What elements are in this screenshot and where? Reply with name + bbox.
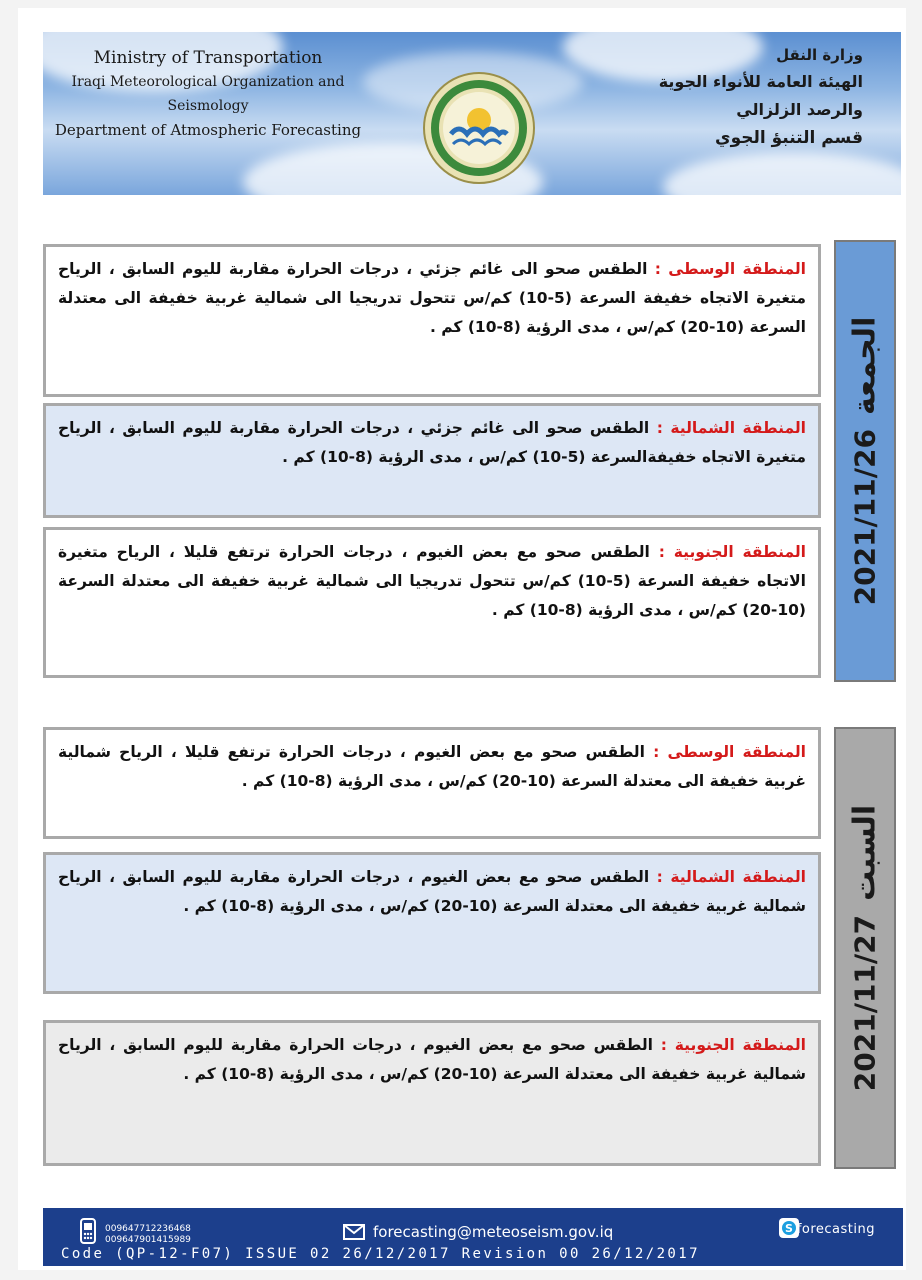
day-name: الجمعة	[847, 316, 883, 416]
document-code: Code (QP-12-F07) ISSUE 02 26/12/2017 Revision 00 26/12/2017	[61, 1246, 700, 1262]
date-label	[848, 805, 883, 1091]
english-header	[53, 46, 363, 142]
region-label: المنطقة الوسطى :	[653, 743, 806, 761]
region-label: المنطقة الجنوبية :	[660, 1036, 806, 1054]
region-label: المنطقة الجنوبية :	[658, 543, 806, 561]
forecast-day1-south	[43, 527, 821, 678]
arabic-header	[603, 42, 863, 152]
date-label	[848, 317, 883, 606]
forecast-text: الطقس صحو مع بعض الغيوم ، درجات الحرارة ترتفع قليلا ، الرياح متغيرة الاتجاه خفيفة السرعة (5-10) كم/س تتحول تدريجيا الى شمالية غربية خفيفة الى معتدلة السرعة (10-20) كم/س ، مدى الرؤية (8-10) كم .	[58, 543, 806, 619]
forecast-day1-central	[43, 244, 821, 397]
skype-id[interactable]: forecasting	[796, 1222, 875, 1237]
date-text: 2021/11/27	[848, 914, 882, 1092]
region-label: المنطقة الشمالية :	[656, 868, 806, 886]
day-name: السبت	[847, 804, 883, 901]
ministry-name-ar: وزارة النقل	[776, 46, 863, 64]
forecast-text: الطقس صحو مع بعض الغيوم ، درجات الحرارة مقاربة لليوم السابق ، الرياح شمالية غربية خفيفة الى معتدلة السرعة (10-20) كم/س ، مدى الرؤية (8-10) كم .	[58, 868, 806, 915]
forecast-day1-north	[43, 403, 821, 518]
region-label: المنطقة الوسطى :	[654, 260, 806, 278]
email-icon	[343, 1224, 365, 1240]
phone-1[interactable]: 009647712236468	[105, 1224, 191, 1234]
date-text: 2021/11/26	[848, 429, 882, 606]
region-label: المنطقة الشمالية :	[656, 419, 806, 437]
forecast-day2-central	[43, 727, 821, 839]
department-name-ar: قسم التنبؤ الجوي	[715, 128, 863, 148]
email-link[interactable]: forecasting@meteoseism.gov.iq	[373, 1223, 614, 1241]
organization-name-ar: الهيئة العامة للأنواء الجوية والرصد الزلزالي	[658, 72, 863, 119]
svg-text:S: S	[785, 1222, 793, 1235]
forecast-text: الطقس صحو الى غائم جزئي ، درجات الحرارة مقاربة لليوم السابق ، الرياح متغيرة الاتجاه خفيفة السرعة (5-10) كم/س تتحول تدريجيا الى شمالية غربية خفيفة الى معتدلة السرعة (10-20) كم/س ، مدى الرؤية (8-10) كم .	[58, 260, 806, 336]
date-bar-day2	[834, 727, 896, 1169]
date-bar-day1	[834, 240, 896, 682]
forecast-text: الطقس صحو الى غائم جزئي ، درجات الحرارة مقاربة لليوم السابق ، الرياح متغيرة الاتجاه خفيفةالسرعة (5-10) كم/س ، مدى الرؤية (8-10) كم .	[58, 419, 806, 466]
organization-seal-icon	[421, 70, 537, 186]
forecast-text: الطقس صحو مع بعض الغيوم ، درجات الحرارة ترتفع قليلا ، الرياح شمالية غربية خفيفة الى معتدلة السرعة (10-20) كم/س ، مدى الرؤية (8-10) كم .	[58, 743, 806, 790]
forecast-text: الطقس صحو مع بعض الغيوم ، درجات الحرارة مقاربة لليوم السابق ، الرياح شمالية غربية خفيفة الى معتدلة السرعة (10-20) كم/س ، مدى الرؤية (8-10) كم .	[58, 1036, 806, 1083]
forecast-day2-south	[43, 1020, 821, 1166]
header-banner	[43, 32, 901, 195]
phone-numbers	[105, 1224, 191, 1246]
phone-icon	[79, 1218, 97, 1244]
footer-bar	[43, 1208, 903, 1266]
ministry-name-en: Ministry of Transportation	[93, 48, 323, 68]
organization-name-en: Iraqi Meteorological Organization and Seismology	[71, 74, 345, 114]
phone-2[interactable]: 009647901415989	[105, 1235, 191, 1245]
department-name-en: Department of Atmospheric Forecasting	[54, 121, 362, 139]
forecast-day2-north	[43, 852, 821, 994]
